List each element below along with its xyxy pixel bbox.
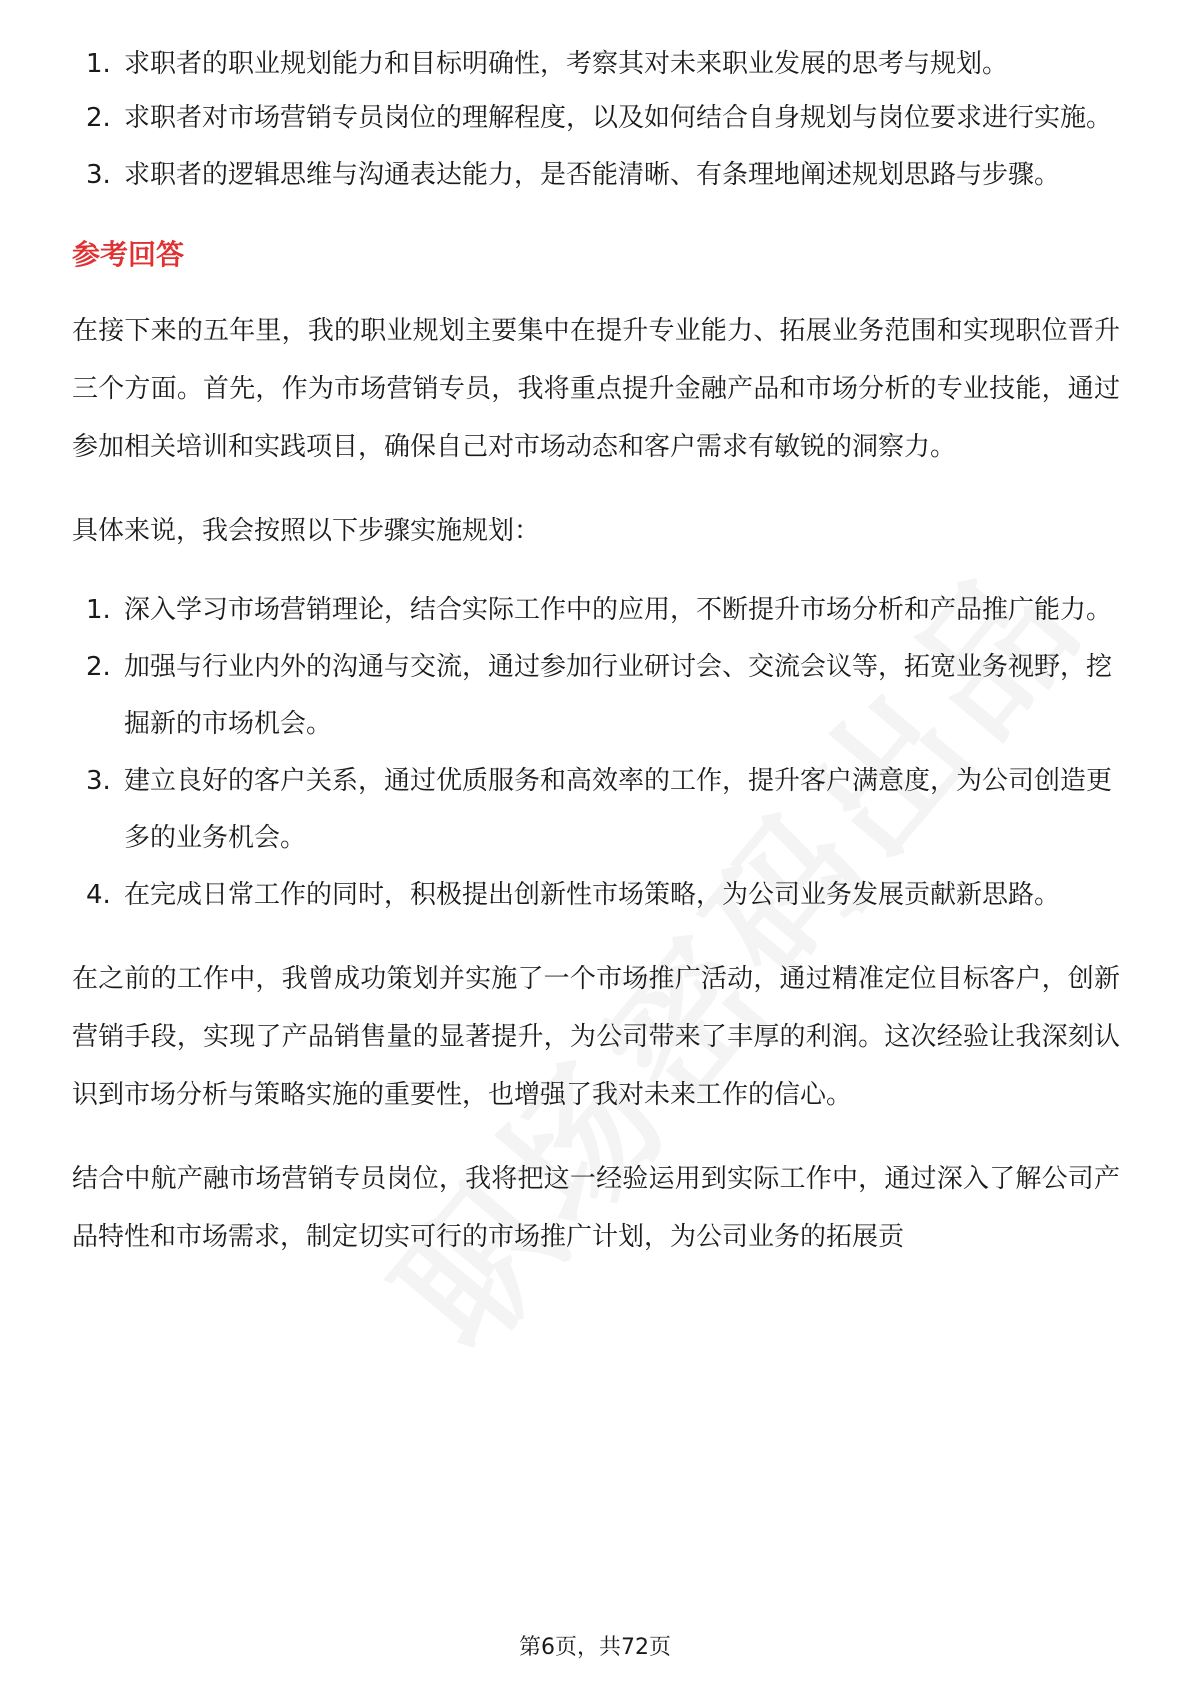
list-number: 1. [86,595,111,625]
answer-paragraph-steps-lead: 具体来说，我会按照以下步骤实施规划： [72,516,541,546]
list-number: 2. [86,103,111,133]
list-item [72,90,1120,147]
list-item [72,147,1120,204]
list-item-text: 深入学习市场营销理论，结合实际工作中的应用，不断提升市场分析和产品推广能力。 [124,595,1113,625]
criteria-list [72,38,1120,204]
list-number: 3. [86,160,111,190]
list-number: 4. [86,880,111,910]
section-heading: 参考回答 [72,238,185,271]
steps-list [72,582,1120,924]
list-item [72,38,1120,90]
list-item-text: 求职者的逻辑思维与沟通表达能力，是否能清晰、有条理地阐述规划思路与步骤。 [124,160,1061,190]
document-page [72,38,1120,1266]
list-number: 3. [86,766,111,796]
list-number: 2. [86,652,111,682]
list-item [72,639,1120,753]
list-item-text: 求职者的职业规划能力和目标明确性，考察其对未来职业发展的思考与规划。 [124,49,1009,79]
list-item [72,753,1120,867]
answer-paragraph-conclusion: 结合中航产融市场营销专员岗位，我将把这一经验运用到实际工作中，通过深入了解公司产品特性和市场需求，制定切实可行的市场推广计划，为公司业务的拓展贡 [72,1164,1120,1252]
list-item [72,867,1120,924]
answer-paragraph-experience: 在之前的工作中，我曾成功策划并实施了一个市场推广活动，通过精准定位目标客户，创新营销手段，实现了产品销售量的显著提升，为公司带来了丰厚的利润。这次经验让我深刻认识到市场分析与策略实施的重要性，也增强了我对未来工作的信心。 [72,964,1120,1110]
list-item-text: 在完成日常工作的同时，积极提出创新性市场策略，为公司业务发展贡献新思路。 [124,880,1061,910]
list-item-text: 求职者对市场营销专员岗位的理解程度，以及如何结合自身规划与岗位要求进行实施。 [124,103,1113,133]
list-item [72,582,1120,639]
list-number: 1. [86,49,111,79]
list-item-text: 加强与行业内外的沟通与交流，通过参加行业研讨会、交流会议等，拓宽业务视野，挖掘新的市场机会。 [124,652,1113,739]
list-item-text: 建立良好的客户关系，通过优质服务和高效率的工作，提升客户满意度，为公司创造更多的业务机会。 [124,766,1113,853]
page-footer: 第6页，共72页 [519,1635,671,1660]
answer-paragraph-intro: 在接下来的五年里，我的职业规划主要集中在提升专业能力、拓展业务范围和实现职位晋升三个方面。首先，作为市场营销专员，我将重点提升金融产品和市场分析的专业技能，通过参加相关培训和实践项目，确保自己对市场动态和客户需求有敏锐的洞察力。 [72,316,1120,462]
